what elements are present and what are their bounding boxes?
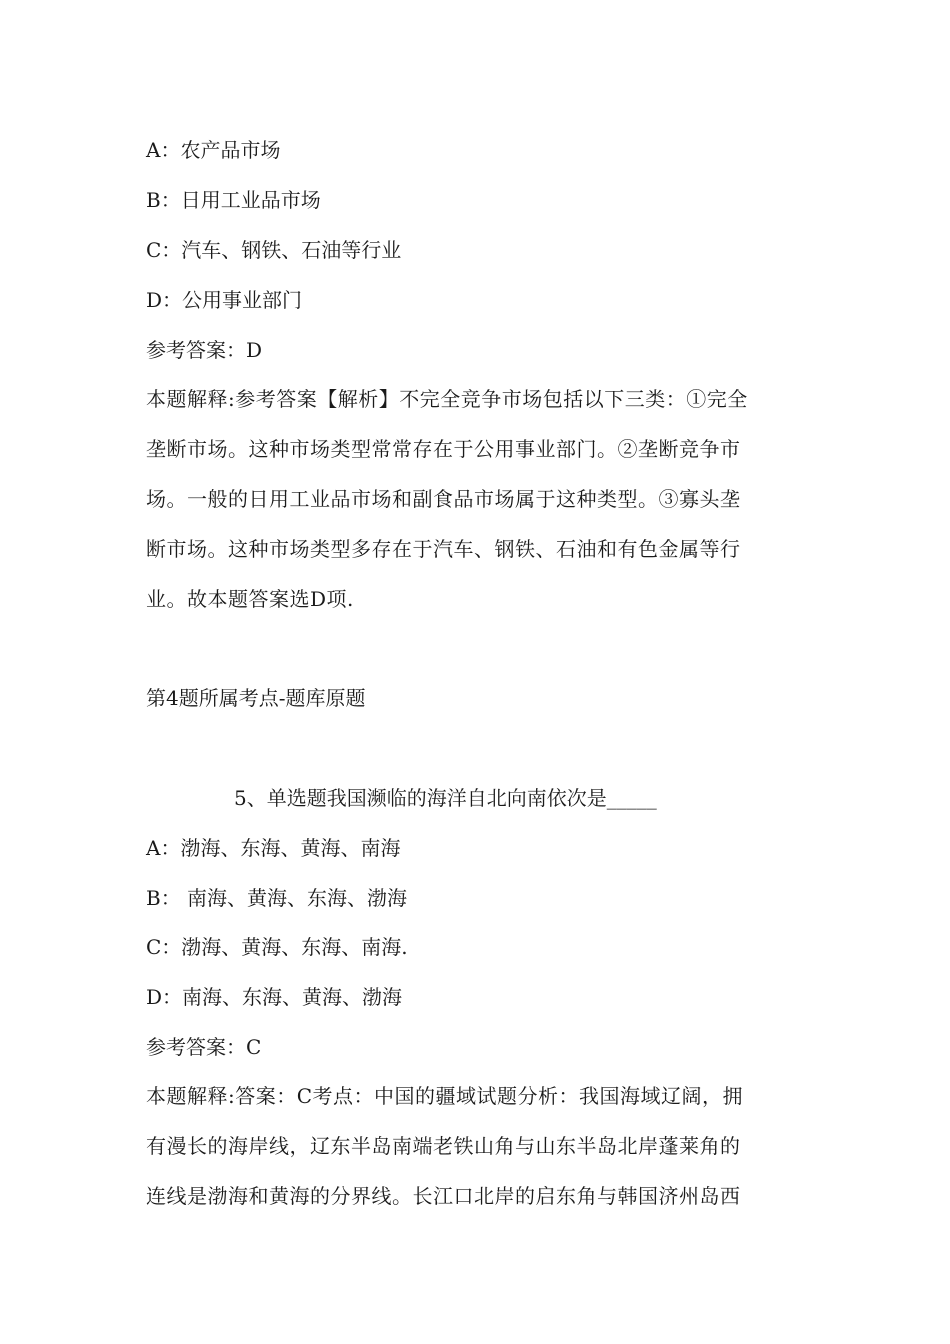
q4-answer: 参考答案：D bbox=[146, 338, 263, 362]
q4-option-b: B：日用工业品市场 bbox=[146, 188, 321, 212]
q5-explanation-line: 本题解释:答案：C考点：中国的疆域试题分析：我国海域辽阔，拥 bbox=[146, 1084, 744, 1108]
q5-explanation-line: 有漫长的海岸线，辽东半岛南端老铁山角与山东半岛北岸蓬莱角的 bbox=[146, 1134, 741, 1158]
q5-option-b: B： 南海、黄海、东海、渤海 bbox=[146, 886, 408, 910]
q4-option-c: C：汽车、钢铁、石油等行业 bbox=[146, 238, 402, 262]
q4-topic: 第4题所属考点-题库原题 bbox=[146, 686, 366, 710]
q4-explanation-line: 垄断市场。这种市场类型常常存在于公用事业部门。②垄断竞争市 bbox=[146, 437, 741, 461]
q5-option-c: C：渤海、黄海、东海、南海. bbox=[146, 935, 408, 959]
q4-explanation-line: 本题解释:参考答案【解析】不完全竞争市场包括以下三类：①完全 bbox=[146, 387, 748, 411]
q5-explanation bbox=[146, 1071, 806, 1221]
q4-explanation bbox=[146, 374, 806, 624]
q5-answer: 参考答案：C bbox=[146, 1035, 262, 1059]
q4-explanation-line: 场。一般的日用工业品市场和副食品市场属于这种类型。③寡头垄 bbox=[146, 487, 741, 511]
q5-option-d: D：南海、东海、黄海、渤海 bbox=[146, 985, 403, 1009]
q5-question: 5、单选题我国濒临的海洋自北向南依次是_____ bbox=[234, 786, 657, 810]
q5-explanation-line: 连线是渤海和黄海的分界线。长江口北岸的启东角与韩国济州岛西 bbox=[146, 1184, 741, 1208]
q4-explanation-line: 业。故本题答案选D项. bbox=[146, 587, 354, 611]
q4-explanation-line: 断市场。这种市场类型多存在于汽车、钢铁、石油和有色金属等行 bbox=[146, 537, 741, 561]
q4-option-d: D：公用事业部门 bbox=[146, 288, 303, 312]
q4-option-a: A：农产品市场 bbox=[146, 138, 281, 162]
q5-option-a: A：渤海、东海、黄海、南海 bbox=[146, 836, 401, 860]
